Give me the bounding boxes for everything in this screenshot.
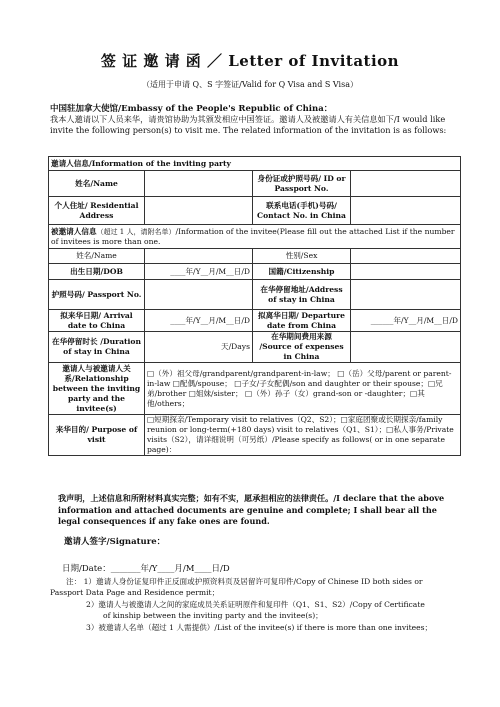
inviter-section-heading: 邀请人信息/Information of the inviting party [49, 157, 461, 171]
inviter-name-field[interactable] [145, 171, 253, 197]
invitee-sex-label: 性别/Sex [253, 249, 351, 264]
page-title: 签 证 邀 请 函 ／ Letter of Invitation [100, 52, 400, 70]
duration-field[interactable]: 天/Days [145, 332, 253, 363]
duration-label: 在华停留时长 /Duration of stay in China [49, 332, 145, 363]
invitee-china-address-label: 在华停留地址/Address of stay in China [253, 280, 351, 310]
invitee-heading-rest: /Information of the invitee(Please fill out the attached List if the number of invitees is more than one. [51, 226, 455, 246]
inviter-address-label: 个人住址/ Residential Address [49, 197, 145, 225]
page-subtitle: （适用于申请 Q、S 字签证/Valid for Q Visa and S Visa） [142, 80, 358, 89]
note-line: 3）被邀请人名单（超过 1 人需提供）/List of the invitee(s) if there is more than one invitees； [86, 623, 433, 632]
invitee-passport-field[interactable] [145, 280, 253, 310]
declaration: 我声明，上述信息和所附材料真实完整；如有不实，愿承担相应的法律责任。/I declare that the above information and attached documents are genuine and complete; I shall bear all the legal consequences if any fake ones are found. [58, 493, 445, 526]
invitee-name-field[interactable] [145, 249, 253, 264]
inviter-id-field[interactable] [351, 171, 461, 197]
invitee-china-address-field[interactable] [351, 280, 461, 310]
invitee-citizenship-label: 国籍/Citizenship [253, 264, 351, 280]
invitee-heading-bold: 被邀请人信息 [51, 226, 97, 236]
departure-date-label: 拟离华日期/ Departure date from China [253, 310, 351, 332]
invitation-form-table [48, 156, 461, 456]
invitee-dob-label: 出生日期/DOB [49, 264, 145, 280]
inviter-name-label: 姓名/Name [49, 171, 145, 197]
invitee-name-label: 姓名/Name [49, 249, 145, 264]
note-line: Passport Data Page and Residence permit； [50, 588, 220, 597]
invitee-dob-field[interactable]: ____年/Y__月/M__日/D [145, 264, 253, 280]
note-line: 注： 1）邀请人身份证复印件正反面或护照资料页及居留许可复印件/Copy of Chinese ID both sides or [66, 577, 423, 586]
salutation: 中国驻加拿大使馆/Embassy of the People's Republic of China： [50, 104, 333, 114]
invitee-section-heading [49, 225, 461, 249]
invitee-sex-field[interactable] [351, 249, 461, 264]
relationship-options[interactable]: □（外）祖父母/grandparent/grandparent-in-law； □（岳）父母/parent or parent-in-law □配偶/spouse； □子女/子女配偶/son and daughter or their spouse；□兄弟/brother □姐妹/sister； □（外）孙子（女）grand-son or -daughter；□其他/others； [145, 363, 461, 415]
relationship-label: 邀请人与被邀请人关系/Relationship between the inviting party and the invitee(s) [49, 363, 145, 415]
expense-source-label: 在华期间费用来源 /Source of expenses in China [253, 332, 351, 363]
inviter-contact-label: 联系电话(手机)号码/ Contact No. in China [253, 197, 351, 225]
inviter-id-label: 身份证或护照号码/ ID or Passport No. [253, 171, 351, 197]
note-line: 2）邀请人与被邀请人之间的家庭成员关系证明原件和复印件（Q1、S1、S2）/Copy of Certificate [86, 600, 425, 609]
arrival-date-field[interactable]: ____年/Y__月/M__日/D [145, 310, 253, 332]
purpose-label: 来华目的/ Purpose of visit [49, 415, 145, 456]
invitee-citizenship-field[interactable] [351, 264, 461, 280]
arrival-date-label: 拟来华日期/ Arrival date to China [49, 310, 145, 332]
purpose-options[interactable]: □短期探亲/Temporary visit to relatives（Q2、S2）；□家庭团聚或长期探亲/family reunion or long-term(+180 days) visit to relatives（Q1、S1）；□私人事务/Private visits（S2），请详细说明（可另纸）/Please specify as follows( or in one separate page)： [145, 415, 461, 456]
inviter-address-field[interactable] [145, 197, 253, 225]
inviter-contact-field[interactable] [351, 197, 461, 225]
signature-label: 邀请人签字/Signature： [64, 537, 166, 547]
intro-paragraph: 我本人邀请以下人员来华，请贵馆协助为其颁发相应中国签证。邀请人及被邀请人有关信息如下/I would like invite the following person(s) to visit me. The related information of the invitation is as follows: [50, 114, 447, 135]
invitee-heading-note: （超过 1 人，请附名单） [96, 227, 176, 236]
invitee-passport-label: 护照号码/ Passport No. [49, 280, 145, 310]
departure-date-field[interactable]: ______年/Y__月/M__日/D [351, 310, 461, 332]
date-line: 日期/Date：_______年/Y____月/M____日/D [62, 564, 230, 574]
note-line: of kinship between the inviting party and the invitee(s)； [103, 611, 323, 620]
expense-source-field[interactable] [351, 332, 461, 363]
